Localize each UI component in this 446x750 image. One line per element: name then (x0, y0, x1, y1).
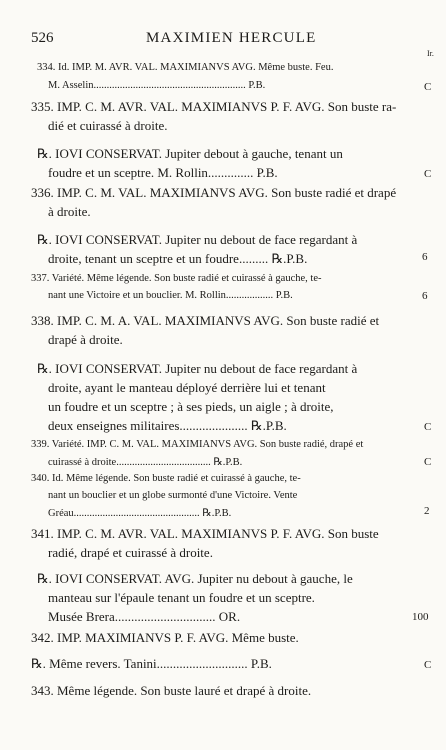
entry-340-margin: 2 (424, 505, 430, 517)
entry-334-line-2: M. Asselin.......................................................... P.B. (48, 80, 266, 91)
entry-338-reverse-line-3: un foudre et un sceptre ; à ses pieds, un aigle ; à droite, (48, 399, 334, 414)
entry-335-reverse-line-2: foudre et un sceptre. M. Rollin.............. P.B. (48, 165, 278, 180)
entry-342-line-1: 342. IMP. MAXIMIANVS P. F. AVG. Même buste. (31, 630, 299, 645)
entry-338-reverse-line-2: droite, ayant le manteau déployé derrière lui et tenant (48, 380, 326, 395)
entry-336-reverse-line-2: droite, tenant un sceptre et un foudre......... ℞.P.B. (48, 251, 308, 266)
entry-340-line-3: Gréau................................................ ℞.P.B. (48, 508, 232, 519)
entry-341-reverse-margin: 100 (412, 611, 429, 623)
entry-340-line-2: nant un bouclier et un globe surmonté d'une Victoire. Vente (48, 490, 298, 501)
entry-338-line-1: 338. IMP. C. M. A. VAL. MAXIMIANVS AVG. Son buste radié et (31, 313, 380, 328)
entry-335-reverse-margin: C (424, 168, 432, 180)
entry-343-line-1: 343. Même légende. Son buste lauré et drapé à droite. (31, 683, 312, 698)
entry-338-reverse-line-1: ℞. IOVI CONSERVAT. Jupiter nu debout de face regardant à (37, 361, 358, 376)
entry-338-reverse-margin: C (424, 421, 432, 433)
entry-338-reverse-line-4: deux enseignes militaires..................... ℞.P.B. (48, 418, 287, 433)
page-number: 526 (31, 30, 54, 46)
entry-341-reverse-line-2: manteau sur l'épaule tenant un foudre et un sceptre. (48, 590, 315, 605)
entry-336-line-1: 336. IMP. C. M. VAL. MAXIMIANVS AVG. Son buste radié et drapé (31, 185, 397, 200)
entry-342-reverse-margin: C (424, 659, 432, 671)
entry-338-line-2: drapé à droite. (48, 332, 123, 347)
entry-334-margin: C (424, 81, 432, 93)
entry-341-reverse-line-3: Musée Brera............................... OR. (48, 609, 241, 624)
entry-335-line-2: dié et cuirassé à droite. (48, 118, 168, 133)
entry-337-line-2: nant une Victoire et un bouclier. M. Rollin.................. P.B. (48, 290, 293, 301)
entry-336-reverse-margin: 6 (422, 251, 428, 263)
entry-342-reverse-line-1: ℞. Même revers. Tanini............................ P.B. (31, 656, 272, 671)
entry-336-line-2: à droite. (48, 204, 91, 219)
entry-337-line-1: 337. Variété. Même légende. Son buste radié et cuirassé à gauche, te- (31, 273, 322, 284)
entry-337-margin: 6 (422, 290, 428, 302)
entry-341-reverse-line-1: ℞. IOVI CONSERVAT. AVG. Jupiter nu debout à gauche, le (37, 571, 353, 586)
entry-339-line-1: 339. Variété. IMP. C. M. VAL. MAXIMIANVS AVG. Son buste radié, drapé et (31, 439, 364, 450)
entry-340-line-1: 340. Id. Même légende. Son buste radié et cuirassé à gauche, te- (31, 473, 301, 484)
entry-334-line-1: 334. Id. IMP. M. AVR. VAL. MAXIMIANVS AVG. Même buste. Feu. (37, 62, 334, 73)
edge-fragment: Ir. (427, 49, 434, 58)
page-title: MAXIMIEN HERCULE (146, 30, 317, 46)
entry-341-line-2: radié, drapé et cuirassé à droite. (48, 545, 213, 560)
entry-335-reverse-line-1: ℞. IOVI CONSERVAT. Jupiter debout à gauche, tenant un (37, 146, 343, 161)
entry-339-margin: C (424, 456, 432, 468)
entry-336-reverse-line-1: ℞. IOVI CONSERVAT. Jupiter nu debout de face regardant à (37, 232, 358, 247)
entry-335-line-1: 335. IMP. C. M. AVR. VAL. MAXIMIANVS P. F. AVG. Son buste ra- (31, 99, 397, 114)
entry-339-line-2: cuirassé à droite.................................... ℞.P.B. (48, 457, 243, 468)
entry-341-line-1: 341. IMP. C. M. AVR. VAL. MAXIMIANVS P. F. AVG. Son buste (31, 526, 379, 541)
